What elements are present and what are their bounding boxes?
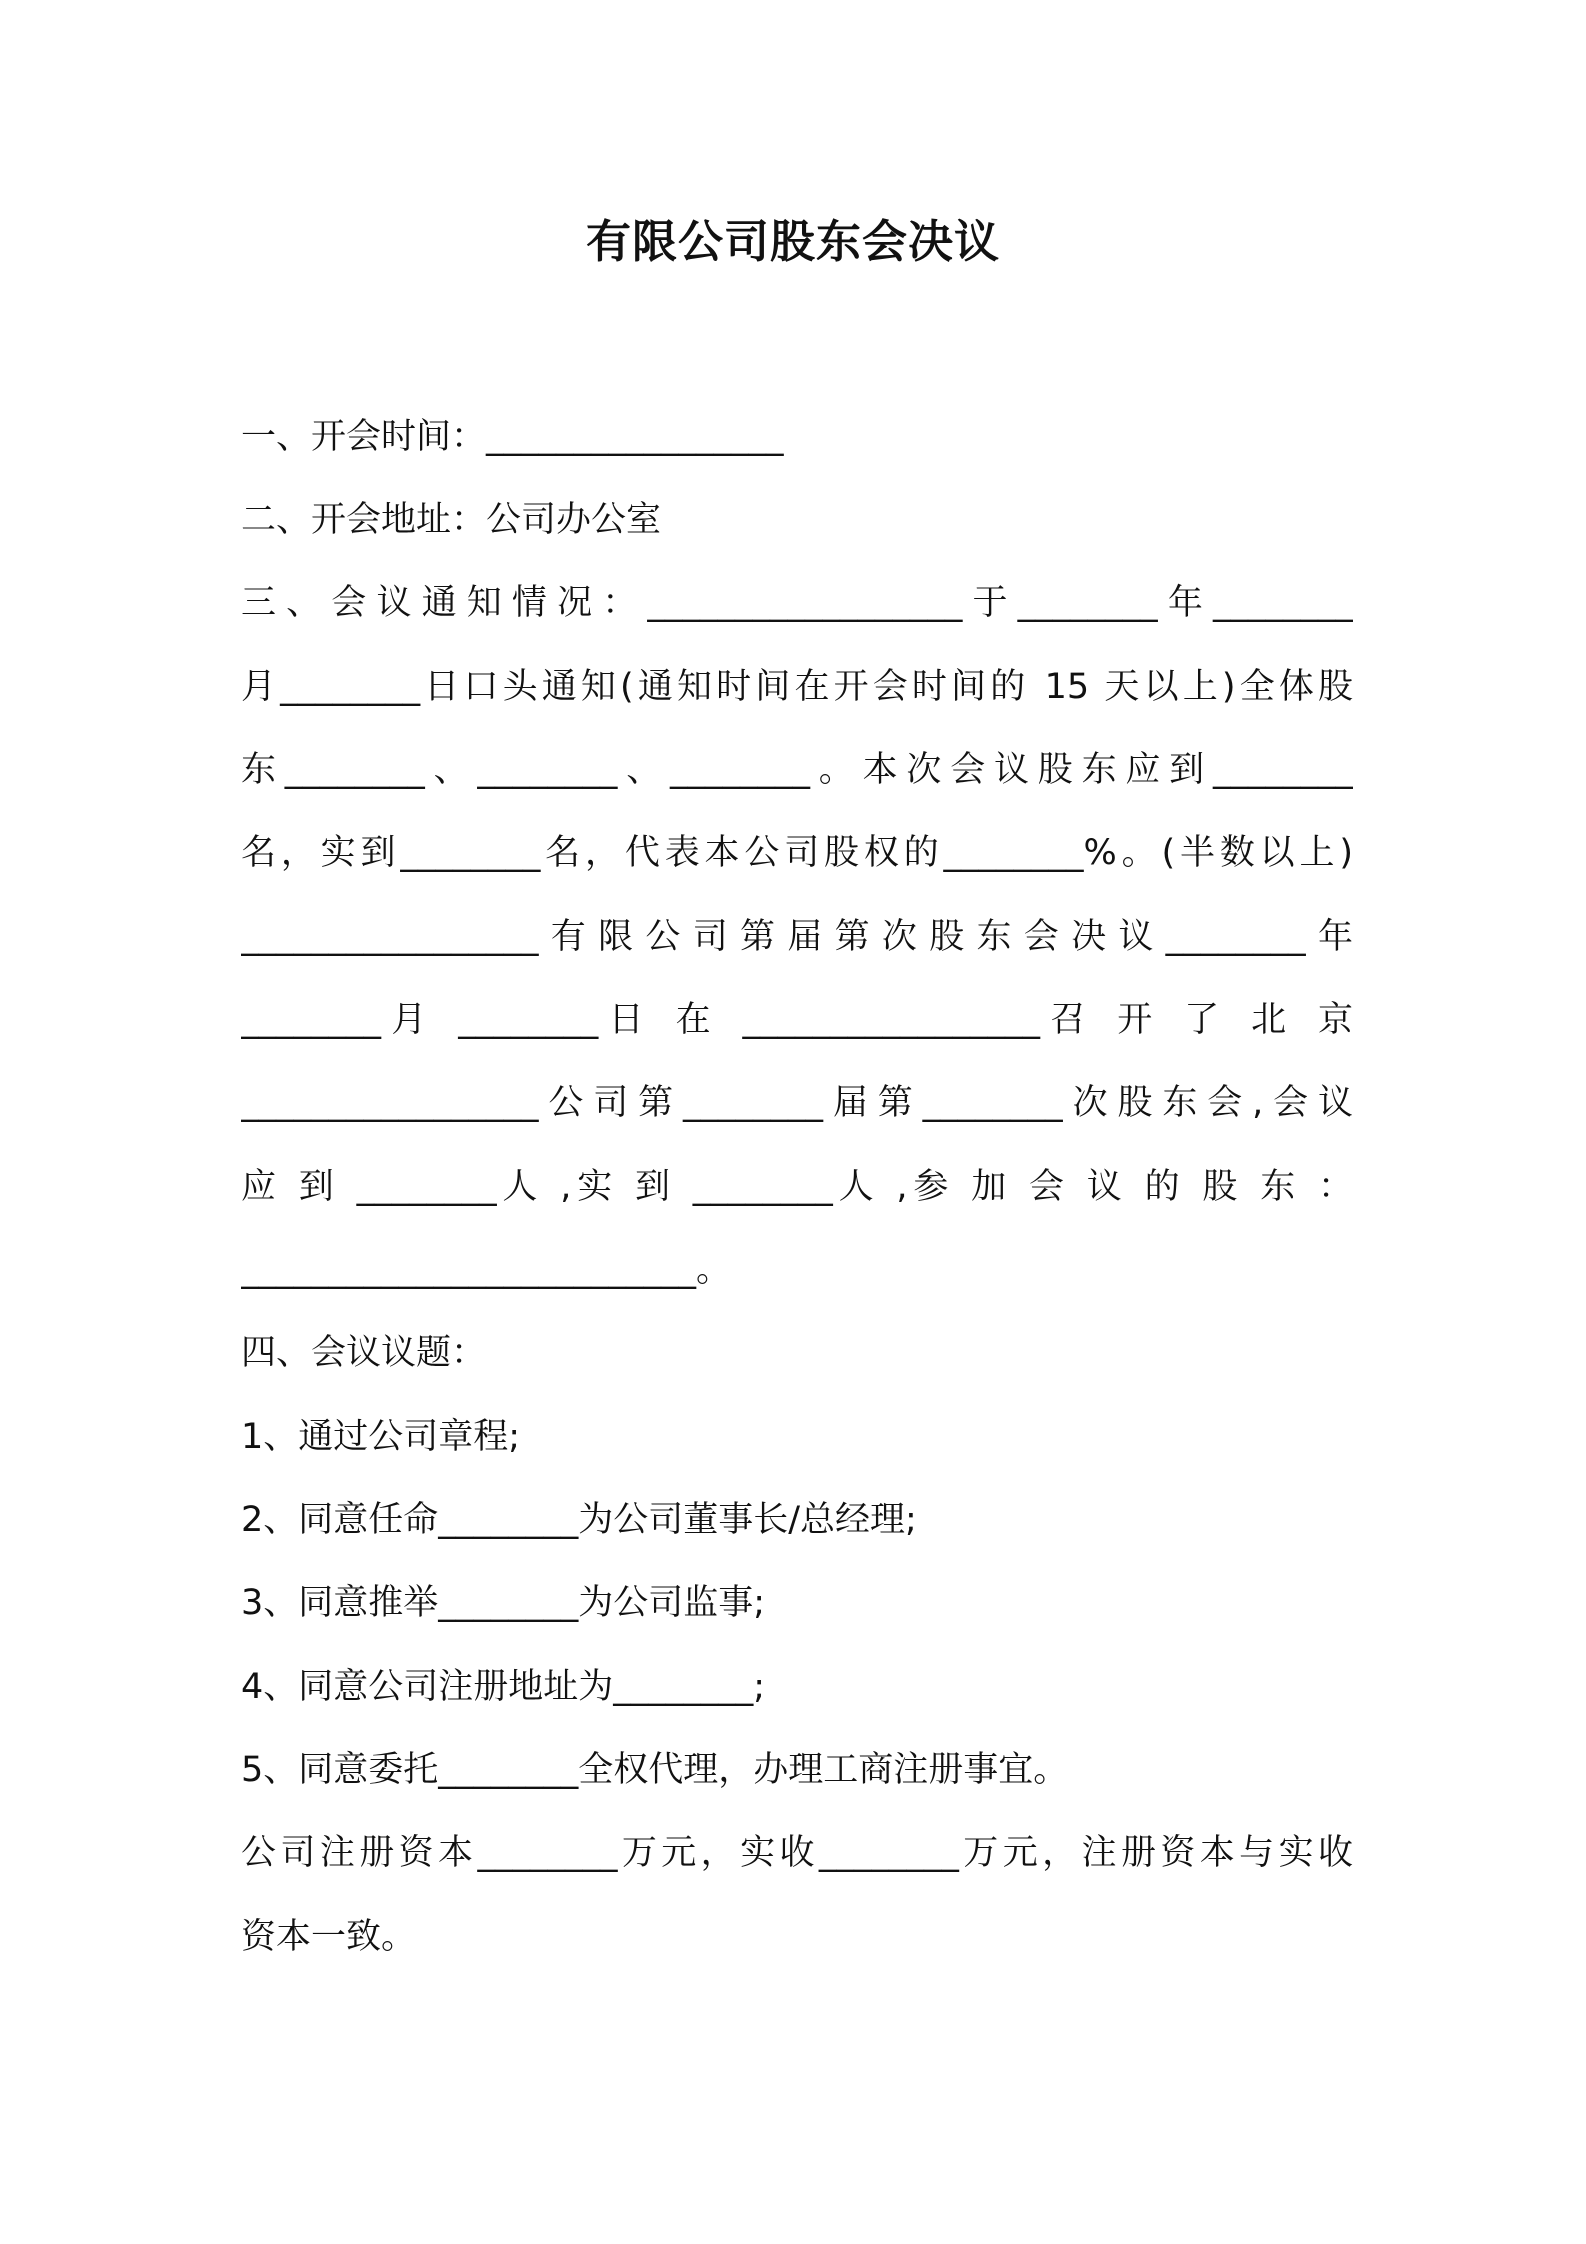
meeting-notice-line-2: 月________日口头通知(通知时间在开会时间的 15 天以上)全体股 [241,667,1353,707]
agenda-item-4: 4、同意公司注册地址为________; [241,1667,766,1707]
registered-capital-line-2: 资本一致。 [241,1917,417,1957]
resolution-line-2: ________月 ________日 在 _________________召 开 了 北 京 [241,1000,1353,1040]
meeting-notice-line-1: 三、会议通知情况：__________________于________年________ [241,583,1353,623]
document-title: 有限公司股东会决议 [585,215,1000,268]
agenda-item-3: 3、同意推举________为公司监事; [241,1583,766,1623]
resolution-line-1: _________________有限公司第届第次股东会决议________年 [241,917,1353,957]
agenda-item-5: 5、同意委托________全权代理，办理工商注册事宜。 [241,1750,1069,1790]
meeting-location-line: 二、开会地址：公司办公室 [241,500,662,540]
meeting-notice-line-3: 东________、________、________。本次会议股东应到________ [241,750,1353,790]
meeting-time-line: 一、开会时间：_________________ [241,417,784,457]
agenda-heading: 四、会议议题： [241,1333,487,1373]
resolution-line-3: _________________公司第________届第________次股东会,会议 [241,1083,1353,1123]
meeting-notice-line-4: 名，实到________名，代表本公司股权的________%。(半数以上) [241,833,1353,873]
agenda-item-2: 2、同意任命________为公司董事长/总经理; [241,1500,917,1540]
shareholders-blank-line: __________________________。 [241,1250,732,1290]
resolution-line-4: 应 到 ________人 ,实 到 ________人 ,参 加 会 议 的 股 东 ： [241,1167,1353,1207]
agenda-item-1: 1、通过公司章程; [241,1417,521,1457]
registered-capital-line-1: 公司注册资本________万元，实收________万元，注册资本与实收 [241,1833,1353,1873]
